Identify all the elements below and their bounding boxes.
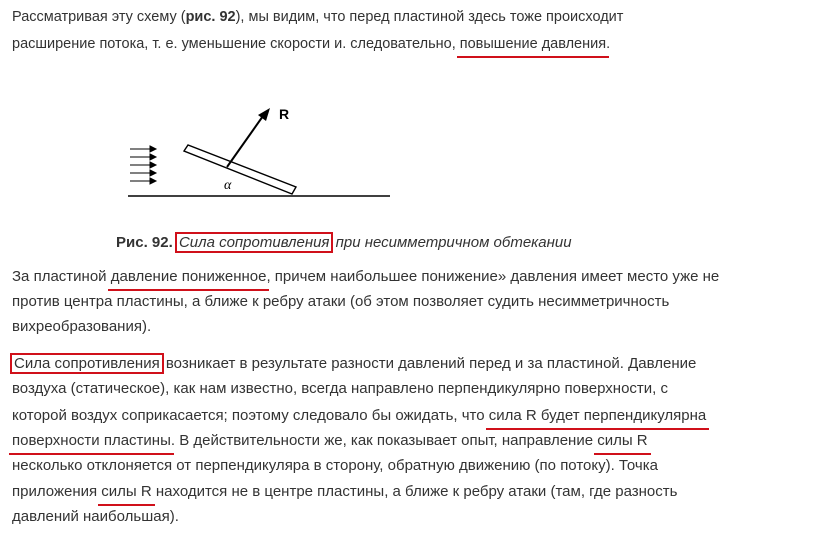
caption-label: Рис. 92. [116, 234, 173, 251]
para1-line-1 [12, 267, 719, 287]
para1-line-3: вихреобразования). [12, 318, 152, 335]
force-label: R [279, 106, 290, 122]
intro-text: . [606, 36, 611, 52]
intro-line-1 [12, 7, 623, 27]
boxed-term: Сила сопротивления [14, 355, 160, 372]
flow-arrows-icon [130, 146, 156, 184]
para-text: возникает в результате разности давлений перед и за пластиной. Давление [161, 355, 697, 372]
para2-line-3 [12, 406, 706, 426]
para2-line-5: несколько отклоняется от перпендикуляра в сторону, обратную движению (по потоку). Точка [12, 457, 658, 474]
intro-text: Рассматривая эту схему ( [12, 9, 186, 25]
para-text: которой воздух соприкасается; поэтому следовало бы ожидать, что [12, 407, 489, 424]
underlined-phrase: сила R будет перпендикулярна [488, 407, 707, 424]
plate-diagram [110, 95, 410, 205]
intro-text: расширение потока, т. е. уменьшение скорости и. следовательно, [12, 36, 460, 52]
para2-line-2: воздуха (статическое), как нам известно, всегда направлено перпендикулярно поверхности, с [12, 380, 669, 397]
para-text: За пластиной [12, 268, 111, 285]
force-arrow [227, 116, 263, 167]
figure-reference: рис. 92 [185, 9, 236, 25]
figure-caption [116, 233, 572, 253]
para-text: . В действительности же, как показывает опыт, направление [170, 432, 598, 449]
underlined-phrase: силы R [101, 483, 152, 500]
plate-diagram-svg [110, 95, 410, 205]
inclined-plate [184, 145, 296, 194]
para-text: находится не в центре пластины, а ближе к ребру атаки (там, где разность [151, 483, 678, 500]
para2-line-7: давлений наибольшая). [12, 508, 179, 525]
para2-line-1 [12, 354, 696, 374]
angle-label: α [224, 178, 232, 193]
underlined-phrase: повышение давления [459, 36, 607, 52]
underlined-phrase: силы R [597, 432, 648, 449]
para2-line-6 [12, 482, 677, 502]
caption-text: при несимметричном обтекании [331, 234, 572, 251]
caption-boxed-term: Сила сопротивления [178, 234, 330, 251]
intro-line-2 [12, 34, 610, 54]
underlined-phrase: давление пониженное [110, 268, 267, 285]
para-text: приложения [12, 483, 102, 500]
underlined-phrase: поверхности пластины [12, 432, 171, 449]
intro-text: ), мы видим, что перед пластиной здесь тоже происходит [235, 9, 624, 25]
para2-line-4 [12, 431, 648, 451]
para-text: , причем наибольшее понижение» давления имеет место уже не [266, 268, 720, 285]
para1-line-2: против центра пластины, а ближе к ребру атаки (об этом позволяет судить несимметричность [12, 293, 670, 310]
